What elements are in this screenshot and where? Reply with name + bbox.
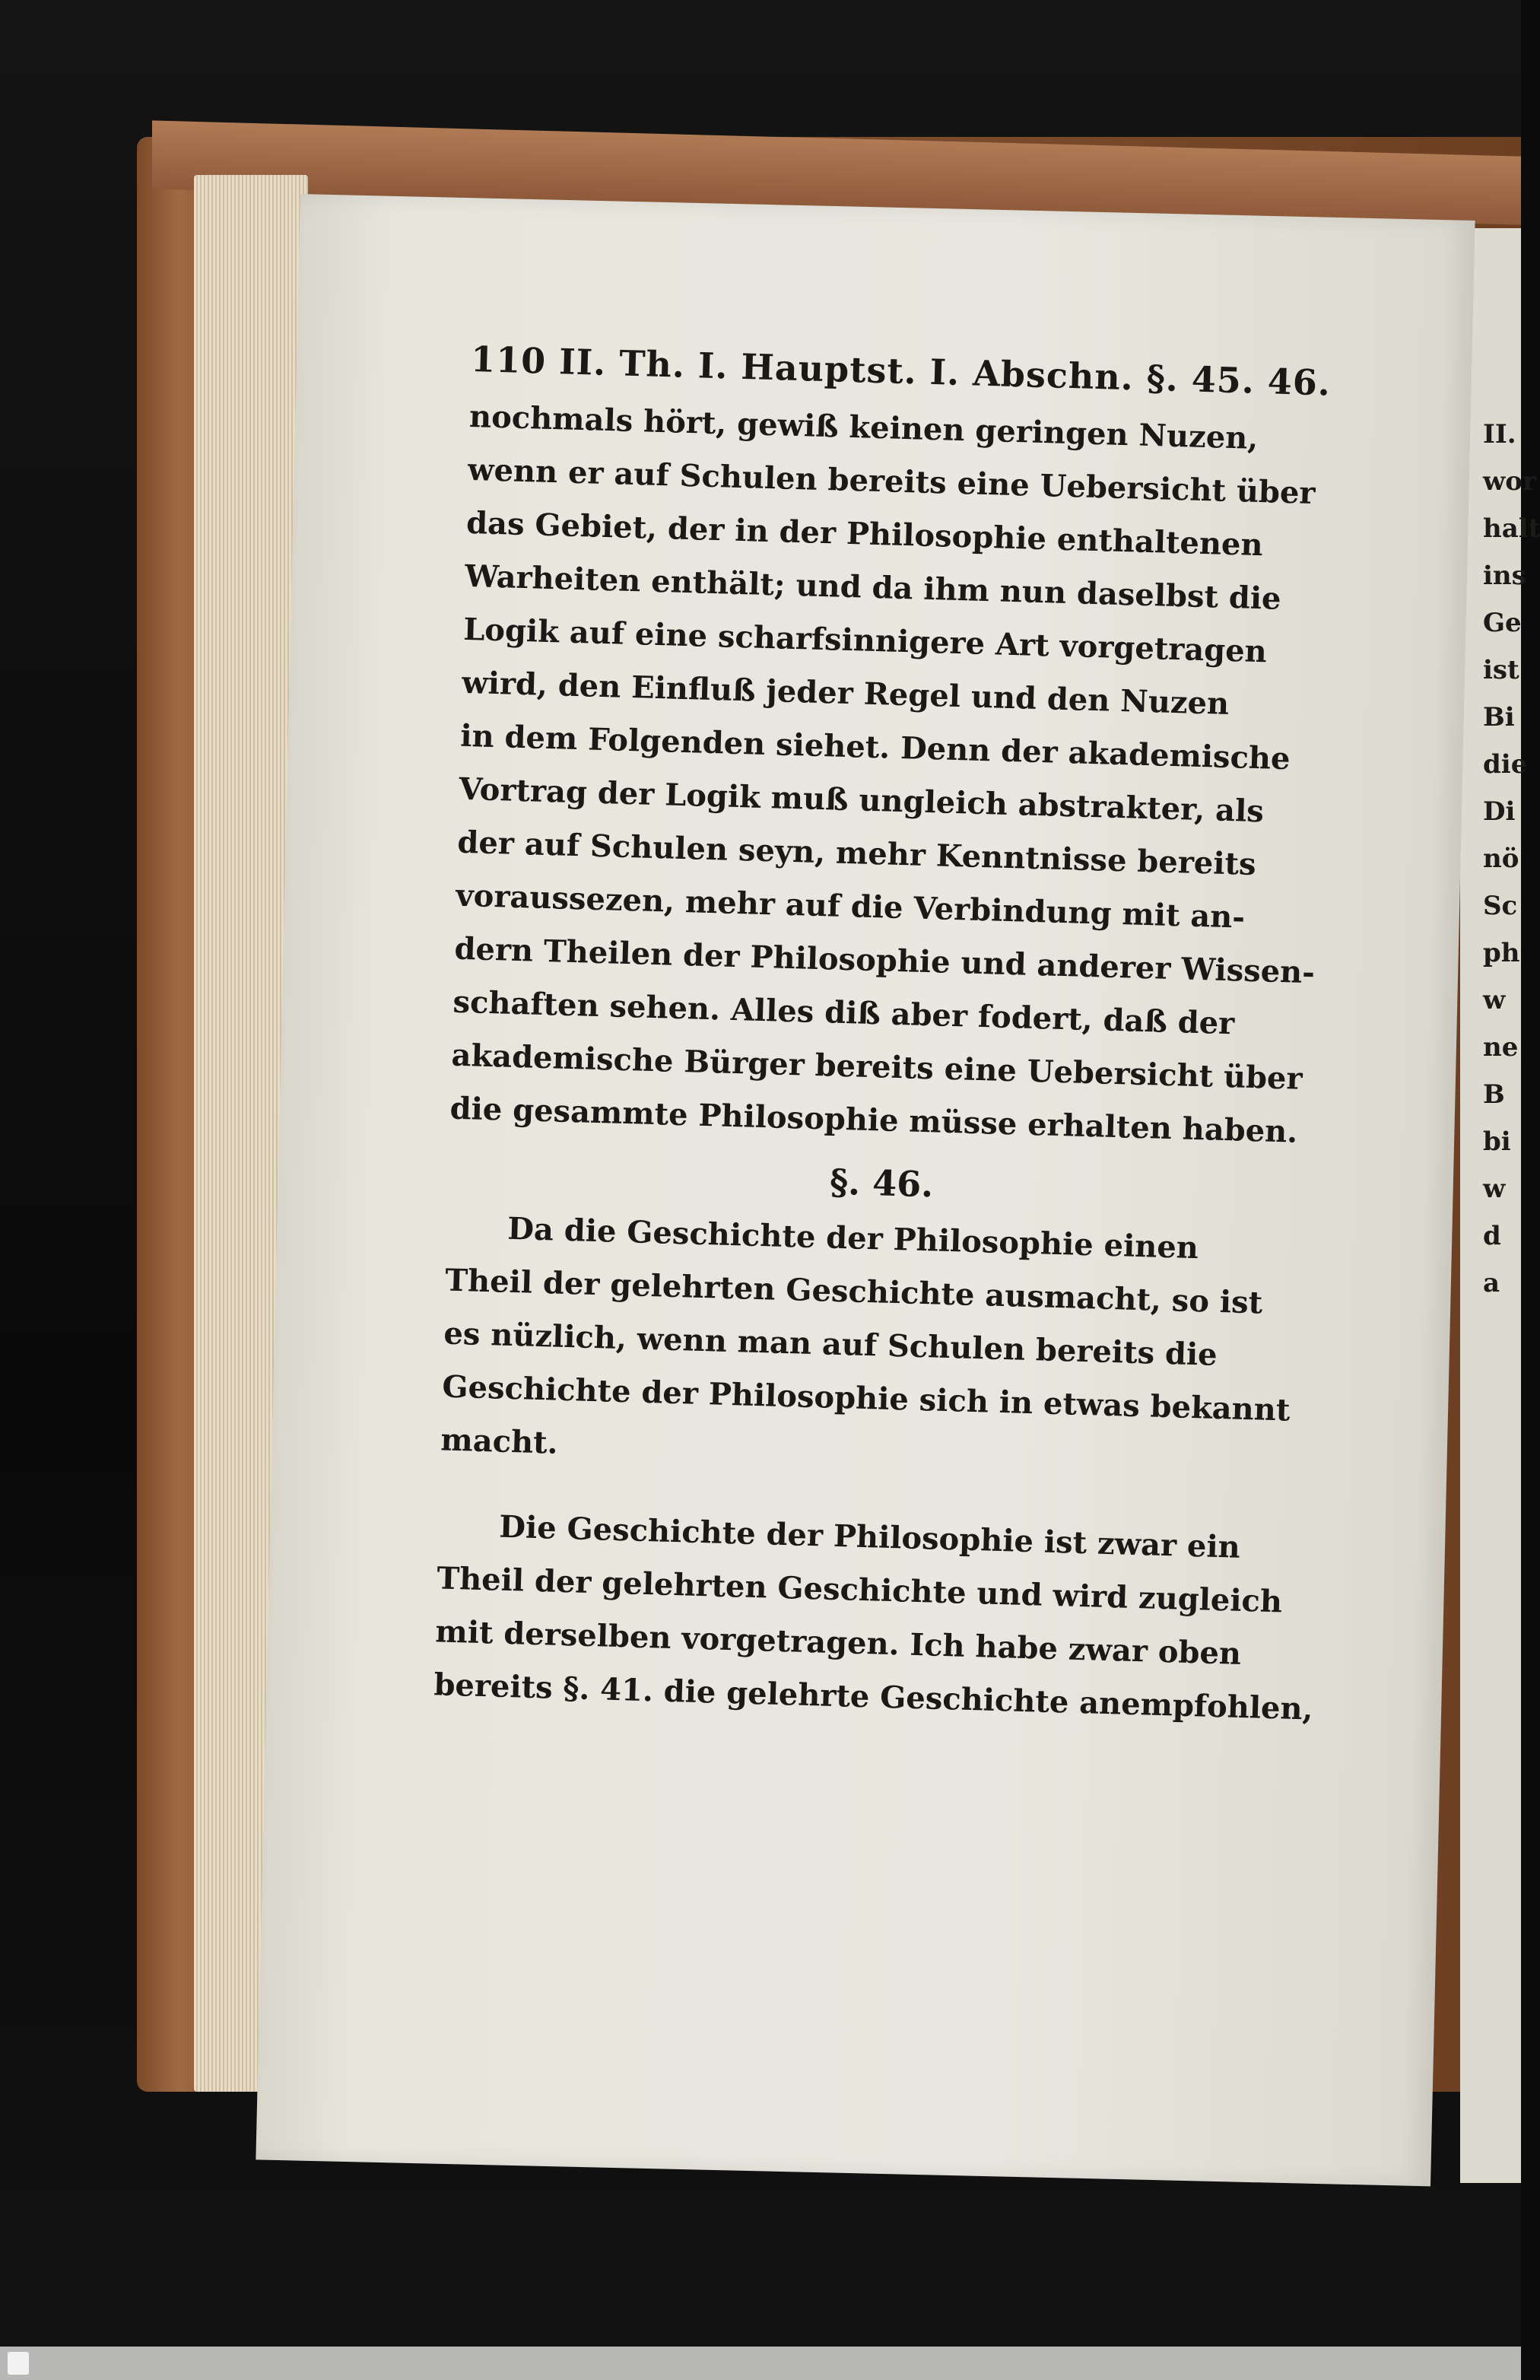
section-thesis: [440, 1201, 1314, 1492]
text-line: nochmals hört, gewiß keinen geringen Nuzen,: [468, 398, 1259, 456]
facing-page-fragments: [1483, 411, 1540, 1307]
facing-glyph: II.: [1483, 419, 1516, 450]
text-line: voraussezen, mehr auf die Verbindung mit an-: [455, 877, 1246, 936]
facing-glyph: nö: [1483, 844, 1519, 874]
text-line: bereits §. 41. die gelehrte Geschichte anempfohlen,: [433, 1667, 1314, 1727]
text-line: Theil der gelehrten Geschichte und wird zugleich: [436, 1560, 1283, 1620]
section-commentary: [433, 1498, 1314, 1736]
footer-strip: [0, 2347, 1521, 2380]
facing-glyph: ins: [1483, 561, 1526, 591]
text-line: es nüzlich, wenn man auf Schulen bereits die: [443, 1315, 1218, 1373]
facing-glyph: Bi: [1483, 702, 1515, 732]
text-line: wenn er auf Schulen bereits eine Uebersicht über: [467, 451, 1316, 512]
facing-glyph: ist: [1483, 655, 1519, 685]
facing-glyph: bi: [1483, 1126, 1511, 1157]
text-line: schaften sehen. Alles diß aber fodert, daß der: [452, 983, 1235, 1042]
facing-glyph: ph: [1483, 938, 1520, 968]
facing-glyph: d: [1483, 1221, 1501, 1251]
library-logo-icon: [8, 2352, 29, 2375]
text-line: in dem Folgenden siehet. Denn der akademische: [459, 717, 1291, 777]
facing-glyph: halt: [1483, 513, 1540, 544]
facing-glyph: wor: [1483, 466, 1536, 497]
facing-glyph: Di: [1483, 796, 1516, 827]
facing-glyph: B: [1483, 1079, 1505, 1110]
text-line: Logik auf eine scharfsinnigere Art vorgetragen: [462, 611, 1268, 670]
text-line: Die Geschichte der Philosophie ist zwar ein: [498, 1508, 1241, 1565]
text-line: mit derselben vorgetragen. Ich habe zwar oben: [434, 1613, 1242, 1672]
paragraph-continuation: [449, 390, 1337, 1159]
page-text: [433, 338, 1338, 1736]
section-heading: §. 46.: [829, 1161, 934, 1206]
text-line: wird, den Einfluß jeder Regel und den Nuzen: [461, 664, 1230, 722]
running-header: 110 II. Th. I. Hauptst. I. Abschn. §. 45. 46.: [470, 338, 1332, 404]
text-line: akademische Bürger bereits eine Uebersicht über: [451, 1037, 1303, 1097]
facing-glyph: die: [1483, 749, 1528, 780]
facing-glyph: a: [1483, 1268, 1500, 1298]
text-line: macht.: [440, 1422, 559, 1461]
text-line: Warheiten enthält; und da ihm nun daselbst die: [464, 558, 1282, 617]
facing-glyph: ne: [1483, 1032, 1519, 1063]
facing-glyph: Sc: [1483, 891, 1518, 921]
text-line: dern Theilen der Philosophie und anderer Wissen-: [453, 930, 1316, 991]
facing-glyph: Ge: [1483, 608, 1522, 638]
facing-glyph: w: [1483, 985, 1506, 1015]
text-line: das Gebiet, der in der Philosophie enthaltenen: [465, 504, 1264, 564]
text-line: Da die Geschichte der Philosophie einen: [506, 1210, 1199, 1266]
text-line: Theil der gelehrten Geschichte ausmacht, so ist: [444, 1262, 1263, 1321]
text-line: der auf Schulen seyn, mehr Kenntnisse bereits: [456, 824, 1257, 883]
text-line: die gesammte Philosophie müsse erhalten haben.: [449, 1090, 1298, 1150]
text-line: Vortrag der Logik muß ungleich abstrakter, als: [458, 771, 1265, 830]
facing-glyph: w: [1483, 1174, 1506, 1204]
text-line: Geschichte der Philosophie sich in etwas bekannt: [441, 1368, 1291, 1428]
